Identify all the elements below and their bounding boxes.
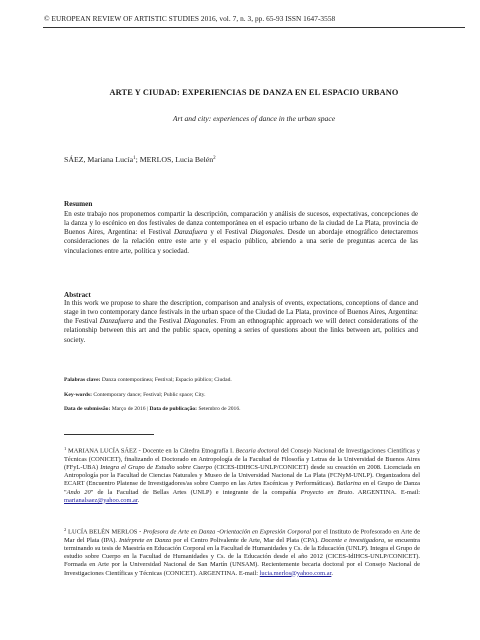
author-1-footnote-mark: 1: [133, 156, 136, 161]
abstract-text: In this work we propose to share the description, comparison and analysis of events, expectations, conceptions of dance and stage in two contemporary dance festivals in the urban space of the Ciudad de La Plata, province of Buenos Aires, Argentina: the Festival Danzafuera and the Festival Diagonales. From an ethnographic approach we will detect considerations of the relationship between this art and the public space, opening a series of questions about the links between art, politics and society.: [64, 299, 418, 344]
footnote-rule: [64, 434, 154, 435]
keywords-en: Key-words: Contemporary dance; Festival; Public space; City.: [64, 392, 206, 398]
article-subtitle: Art and city: experiences of dance in the urban space: [172, 114, 336, 123]
resumen-heading: Resumen: [64, 200, 93, 208]
resumen-text: En este trabajo nos proponemos compartir la descripción, comparación y análisis de sucesos, expectativas, concepciones de la danza y lo escénico en dos festivales de danza contemporánea en el espacio urbano de la ciudad de La Plata, provincia de Buenos Aires, Argentina: el Festival Danzafuera y el Festival Diagonales. Desde un abordaje etnográfico detectaremos consideraciones de la relación entre este arte y el espacio público, abriendo a una serie de preguntas acerca de las vinculaciones entre arte, política y sociedad.: [64, 210, 418, 255]
author-2-email-link[interactable]: lucia.merlos@yahoo.com.ar: [259, 569, 332, 577]
author-1-name: SÁEZ, Mariana Lucía: [64, 155, 134, 164]
authors-line: [64, 155, 216, 164]
submission-dates: Data de submissão: Março de 2016 | Data de publicação: Setembro de 2016.: [64, 406, 241, 412]
author-1-email-link[interactable]: marianalsaez@yahoo.com.ar: [64, 496, 138, 504]
footnote-2: $^2$ LUCÍA BELÉN MERLOS - Profesora de Arte en Danza -Orientación en Expresión Corporal por el Instituto de Profesorado en Arte de Mar del Plata (IPA). Intérprete en Danza por el Centro Polivalente de Arte, Mar del Plata (CPA). Docente e investigadora, se encuentra terminando su tesis de Maestría en Educación Corporal en la Facultad de Humanidades y Cs. de la Educación (UNLP). Integra el Grupo de estudio sobre Cuerpo en la Facultad de Humanidades y Cs. de la Educación desde el año 2012 (CICES-IdIHCS-UNLP/CONICET). Formada en Arte por la Universidad Nacional de San Martín (UNSAM). Recientemente becaria doctoral por el Consejo Nacional de Investigaciones Científicas y Técnicas (CONICET). ARGENTINA. E-mail: lucia.merlos@yahoo.com.ar.: [64, 527, 421, 577]
author-2-footnote-mark: 2: [213, 156, 216, 161]
footnote-1: $^1$ MARIANA LUCÍA SÁEZ - Docente en la Cátedra Etnografía I. Becaria doctoral del Consejo Nacional de Investigaciones Científicas y Técnicas (CONICET), finalizando el Doctorado en Antropología de la Facultad de Filosofía y Letras de la Universidad de Buenos Aires (FFyL-UBA) Integra el Grupo de Estudio sobre Cuerpo (CICES-IDIHCS-UNLP/CONICET) desde su creación en 2008. Licenciada en Antropología por la Facultad de Ciencias Naturales y Museo de la Universidad Nacional de La Plata (FCNyM-UNLP). Organizadora del ECART (Encuentro Platense de Investigadores/as sobre Cuerpo en las Artes Escénicas y Performáticas). Bailarina en el Grupo de Danza "Ando 20" de la Facultad de Bellas Artes (UNLP) e integrante de la compañía Proyecto en Bruto. ARGENTINA. E-mail: marianalsaez@yahoo.com.ar.: [64, 446, 420, 504]
header-rule: [43, 27, 465, 28]
journal-header: © EUROPEAN REVIEW OF ARTISTIC STUDIES 2016, vol. 7, n. 3, pp. 65-93 ISSN 1647-3558: [44, 14, 336, 23]
author-2-name: ; MERLOS, Lucia Belén: [135, 155, 214, 164]
article-title: ARTE Y CIUDAD: EXPERIENCIAS DE DANZA EN EL ESPACIO URBANO: [109, 88, 399, 97]
abstract-heading: Abstract: [64, 291, 91, 299]
keywords-es: Palabras clave: Danza contemporánea; Festival; Espacio público; Ciudad.: [64, 377, 232, 383]
